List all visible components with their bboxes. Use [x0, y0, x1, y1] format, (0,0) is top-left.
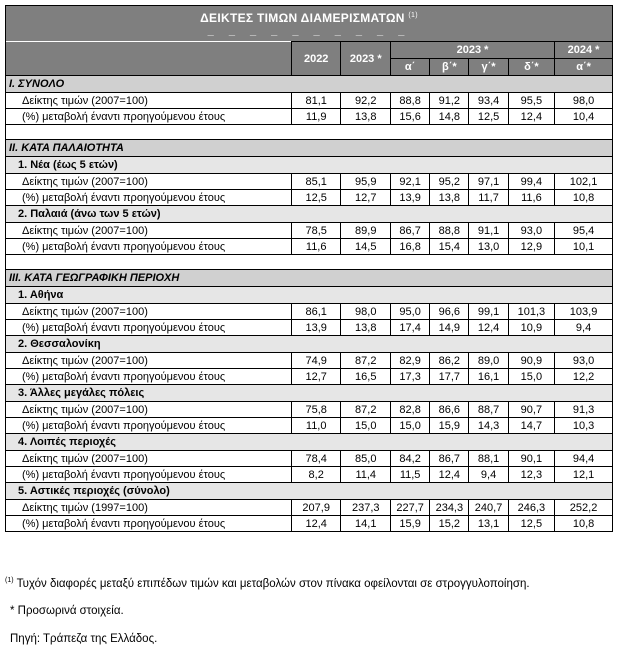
- value-cell: 240,7: [469, 500, 508, 516]
- value-cell: 15,4: [430, 239, 469, 255]
- spacer-row: [6, 125, 613, 140]
- table-row: [6, 467, 613, 483]
- value-cell: 10,4: [555, 109, 613, 125]
- value-cell: 9,4: [555, 320, 613, 336]
- value-cell: 87,2: [341, 353, 391, 369]
- value-cell: 11,4: [341, 467, 391, 483]
- footnote-rounding: [5, 577, 530, 590]
- value-cell: 8,2: [291, 467, 341, 483]
- value-cell: 14,5: [341, 239, 391, 255]
- header-q4-2023: δ΄*: [508, 59, 554, 76]
- row-label: Δείκτης τιμών (2007=100): [6, 353, 292, 369]
- value-cell: 16,5: [341, 369, 391, 385]
- table-title-text: ΔΕΙΚΤΕΣ ΤΙΜΩΝ ΔΙΑΜΕΡΙΣΜΑΤΩΝ: [200, 11, 405, 25]
- value-cell: 15,6: [391, 109, 430, 125]
- value-cell: 11,7: [469, 190, 508, 206]
- value-cell: 91,2: [430, 93, 469, 109]
- value-cell: 95,4: [555, 223, 613, 239]
- value-cell: 93,0: [555, 353, 613, 369]
- spacer-cell: [291, 125, 341, 140]
- value-cell: 98,0: [341, 304, 391, 320]
- table-row: [6, 304, 613, 320]
- table-title-dashes: _ _ _ _ _ _ _ _ _ _: [207, 25, 411, 37]
- value-cell: 90,1: [508, 451, 554, 467]
- value-cell: 85,0: [341, 451, 391, 467]
- row-label: (%) μεταβολή έναντι προηγούμενου έτους: [6, 369, 292, 385]
- footnote-mark: (1): [5, 577, 14, 584]
- table-row: [6, 239, 613, 255]
- value-cell: 13,8: [341, 109, 391, 125]
- header-row-years: [6, 42, 613, 59]
- spacer-cell: [555, 255, 613, 270]
- value-cell: 92,2: [341, 93, 391, 109]
- value-cell: 13,8: [430, 190, 469, 206]
- value-cell: 12,7: [341, 190, 391, 206]
- spacer-cell: [469, 125, 508, 140]
- subsection-row: [6, 434, 613, 451]
- value-cell: 227,7: [391, 500, 430, 516]
- subsection-row: [6, 157, 613, 174]
- value-cell: 252,2: [555, 500, 613, 516]
- spacer-cell: [555, 125, 613, 140]
- value-cell: 86,7: [430, 451, 469, 467]
- subsection-title: 5. Αστικές περιοχές (σύνολο): [6, 483, 613, 500]
- spacer-cell: [341, 125, 391, 140]
- subsection-title: 3. Άλλες μεγάλες πόλεις: [6, 385, 613, 402]
- value-cell: 12,5: [469, 109, 508, 125]
- value-cell: 74,9: [291, 353, 341, 369]
- value-cell: 15,9: [391, 516, 430, 532]
- spacer-cell: [341, 255, 391, 270]
- value-cell: 12,4: [469, 320, 508, 336]
- value-cell: 99,1: [469, 304, 508, 320]
- value-cell: 15,0: [341, 418, 391, 434]
- value-cell: 75,8: [291, 402, 341, 418]
- value-cell: 12,4: [291, 516, 341, 532]
- row-label: Δείκτης τιμών (2007=100): [6, 93, 292, 109]
- row-label: (%) μεταβολή έναντι προηγούμενου έτους: [6, 418, 292, 434]
- value-cell: 17,4: [391, 320, 430, 336]
- subsection-row: [6, 206, 613, 223]
- table-row: [6, 369, 613, 385]
- value-cell: 13,0: [469, 239, 508, 255]
- value-cell: 246,3: [508, 500, 554, 516]
- value-cell: 101,3: [508, 304, 554, 320]
- table-row: [6, 174, 613, 190]
- table-row: [6, 402, 613, 418]
- table-row: [6, 223, 613, 239]
- value-cell: 12,5: [508, 516, 554, 532]
- table-row: [6, 418, 613, 434]
- value-cell: 98,0: [555, 93, 613, 109]
- row-label: (%) μεταβολή έναντι προηγούμενου έτους: [6, 109, 292, 125]
- value-cell: 10,1: [555, 239, 613, 255]
- subsection-row: [6, 336, 613, 353]
- value-cell: 10,3: [555, 418, 613, 434]
- value-cell: 99,4: [508, 174, 554, 190]
- footnote-source: Πηγή: Τράπεζα της Ελλάδος.: [10, 633, 158, 645]
- spacer-cell: [291, 255, 341, 270]
- value-cell: 102,1: [555, 174, 613, 190]
- value-cell: 12,4: [430, 467, 469, 483]
- value-cell: 12,3: [508, 467, 554, 483]
- spacer-cell: [391, 255, 430, 270]
- subsection-row: [6, 483, 613, 500]
- value-cell: 11,5: [391, 467, 430, 483]
- section-row: [6, 140, 613, 157]
- value-cell: 89,0: [469, 353, 508, 369]
- row-label: Δείκτης τιμών (2007=100): [6, 451, 292, 467]
- value-cell: 86,7: [391, 223, 430, 239]
- value-cell: 94,4: [555, 451, 613, 467]
- value-cell: 17,7: [430, 369, 469, 385]
- value-cell: 78,5: [291, 223, 341, 239]
- row-label: Δείκτης τιμών (2007=100): [6, 304, 292, 320]
- table-row: [6, 451, 613, 467]
- value-cell: 93,0: [508, 223, 554, 239]
- value-cell: 86,6: [430, 402, 469, 418]
- value-cell: 237,3: [341, 500, 391, 516]
- value-cell: 12,9: [508, 239, 554, 255]
- spacer-cell: [430, 255, 469, 270]
- section-title: III. ΚΑΤΑ ΓΕΩΓΡΑΦΙΚΗ ΠΕΡΙΟΧΗ: [6, 270, 613, 287]
- value-cell: 11,6: [291, 239, 341, 255]
- spacer-cell: [6, 125, 292, 140]
- spacer-cell: [508, 125, 554, 140]
- value-cell: 90,9: [508, 353, 554, 369]
- value-cell: 17,3: [391, 369, 430, 385]
- header-q3-2023: γ΄*: [469, 59, 508, 76]
- spacer-cell: [391, 125, 430, 140]
- value-cell: 87,2: [341, 402, 391, 418]
- value-cell: 97,1: [469, 174, 508, 190]
- value-cell: 89,9: [341, 223, 391, 239]
- value-cell: 16,8: [391, 239, 430, 255]
- value-cell: 91,3: [555, 402, 613, 418]
- row-label: Δείκτης τιμών (2007=100): [6, 174, 292, 190]
- section-title: I. ΣΥΝΟΛΟ: [6, 76, 613, 93]
- value-cell: 93,4: [469, 93, 508, 109]
- value-cell: 14,3: [469, 418, 508, 434]
- value-cell: 95,5: [508, 93, 554, 109]
- value-cell: 13,8: [341, 320, 391, 336]
- subsection-title: 1. Νέα (έως 5 ετών): [6, 157, 613, 174]
- subsection-title: 2. Θεσσαλονίκη: [6, 336, 613, 353]
- spacer-row: [6, 255, 613, 270]
- spacer-cell: [430, 125, 469, 140]
- value-cell: 85,1: [291, 174, 341, 190]
- value-cell: 82,9: [391, 353, 430, 369]
- value-cell: 207,9: [291, 500, 341, 516]
- section-title: II. ΚΑΤΑ ΠΑΛΑΙΟΤΗΤΑ: [6, 140, 613, 157]
- value-cell: 10,9: [508, 320, 554, 336]
- value-cell: 10,8: [555, 190, 613, 206]
- header-q2-2023: β΄*: [430, 59, 469, 76]
- row-label: (%) μεταβολή έναντι προηγούμενου έτους: [6, 516, 292, 532]
- value-cell: 234,3: [430, 500, 469, 516]
- header-2022: 2022: [291, 42, 341, 76]
- header-2024-group: 2024 *: [555, 42, 613, 59]
- value-cell: 88,8: [391, 93, 430, 109]
- table-title: [6, 6, 613, 42]
- footnote-rounding-text: Τυχόν διαφορές μεταξύ επιπέδων τιμών και μεταβολών στον πίνακα οφείλονται σε στρογγυλοποίηση.: [16, 577, 530, 590]
- spacer-cell: [508, 255, 554, 270]
- value-cell: 13,9: [291, 320, 341, 336]
- header-2023-quarters-group: 2023 *: [391, 42, 555, 59]
- value-cell: 10,8: [555, 516, 613, 532]
- value-cell: 91,1: [469, 223, 508, 239]
- row-label: Δείκτης τιμών (2007=100): [6, 223, 292, 239]
- table-title-row: [6, 6, 613, 42]
- value-cell: 11,9: [291, 109, 341, 125]
- value-cell: 15,0: [391, 418, 430, 434]
- header-2023-annual: 2023 *: [341, 42, 391, 76]
- value-cell: 12,4: [508, 109, 554, 125]
- value-cell: 103,9: [555, 304, 613, 320]
- value-cell: 12,5: [291, 190, 341, 206]
- value-cell: 88,1: [469, 451, 508, 467]
- value-cell: 86,1: [291, 304, 341, 320]
- value-cell: 12,7: [291, 369, 341, 385]
- value-cell: 12,2: [555, 369, 613, 385]
- table-row: [6, 190, 613, 206]
- row-label: (%) μεταβολή έναντι προηγούμενου έτους: [6, 320, 292, 336]
- value-cell: 81,1: [291, 93, 341, 109]
- section-row: [6, 76, 613, 93]
- spacer-cell: [469, 255, 508, 270]
- subsection-title: 1. Αθήνα: [6, 287, 613, 304]
- value-cell: 78,4: [291, 451, 341, 467]
- value-cell: 84,2: [391, 451, 430, 467]
- value-cell: 13,1: [469, 516, 508, 532]
- value-cell: 14,7: [508, 418, 554, 434]
- table-row: [6, 516, 613, 532]
- value-cell: 82,8: [391, 402, 430, 418]
- value-cell: 90,7: [508, 402, 554, 418]
- subsection-title: 4. Λοιπές περιοχές: [6, 434, 613, 451]
- row-label: (%) μεταβολή έναντι προηγούμενου έτους: [6, 239, 292, 255]
- value-cell: 14,1: [341, 516, 391, 532]
- subsection-row: [6, 287, 613, 304]
- table-title-footnote-mark: (1): [408, 12, 418, 19]
- value-cell: 14,8: [430, 109, 469, 125]
- value-cell: 92,1: [391, 174, 430, 190]
- header-q1-2023: α΄: [391, 59, 430, 76]
- section-row: [6, 270, 613, 287]
- value-cell: 12,1: [555, 467, 613, 483]
- value-cell: 14,9: [430, 320, 469, 336]
- value-cell: 15,0: [508, 369, 554, 385]
- subsection-title: 2. Παλαιά (άνω των 5 ετών): [6, 206, 613, 223]
- value-cell: 15,9: [430, 418, 469, 434]
- table-row: [6, 500, 613, 516]
- value-cell: 9,4: [469, 467, 508, 483]
- value-cell: 13,9: [391, 190, 430, 206]
- value-cell: 16,1: [469, 369, 508, 385]
- header-blank-cell: [6, 42, 292, 76]
- value-cell: 88,8: [430, 223, 469, 239]
- table-row: [6, 93, 613, 109]
- row-label: Δείκτης τιμών (1997=100): [6, 500, 292, 516]
- value-cell: 11,6: [508, 190, 554, 206]
- table-row: [6, 320, 613, 336]
- price-index-table: [5, 5, 613, 532]
- row-label: (%) μεταβολή έναντι προηγούμενου έτους: [6, 190, 292, 206]
- subsection-row: [6, 385, 613, 402]
- value-cell: 95,2: [430, 174, 469, 190]
- table-row: [6, 109, 613, 125]
- value-cell: 96,6: [430, 304, 469, 320]
- value-cell: 88,7: [469, 402, 508, 418]
- value-cell: 95,9: [341, 174, 391, 190]
- row-label: Δείκτης τιμών (2007=100): [6, 402, 292, 418]
- value-cell: 86,2: [430, 353, 469, 369]
- value-cell: 11,0: [291, 418, 341, 434]
- header-q1-2024: α΄*: [555, 59, 613, 76]
- row-label: (%) μεταβολή έναντι προηγούμενου έτους: [6, 467, 292, 483]
- footnote-provisional: * Προσωρινά στοιχεία.: [10, 605, 124, 617]
- spacer-cell: [6, 255, 292, 270]
- value-cell: 15,2: [430, 516, 469, 532]
- value-cell: 95,0: [391, 304, 430, 320]
- table-row: [6, 353, 613, 369]
